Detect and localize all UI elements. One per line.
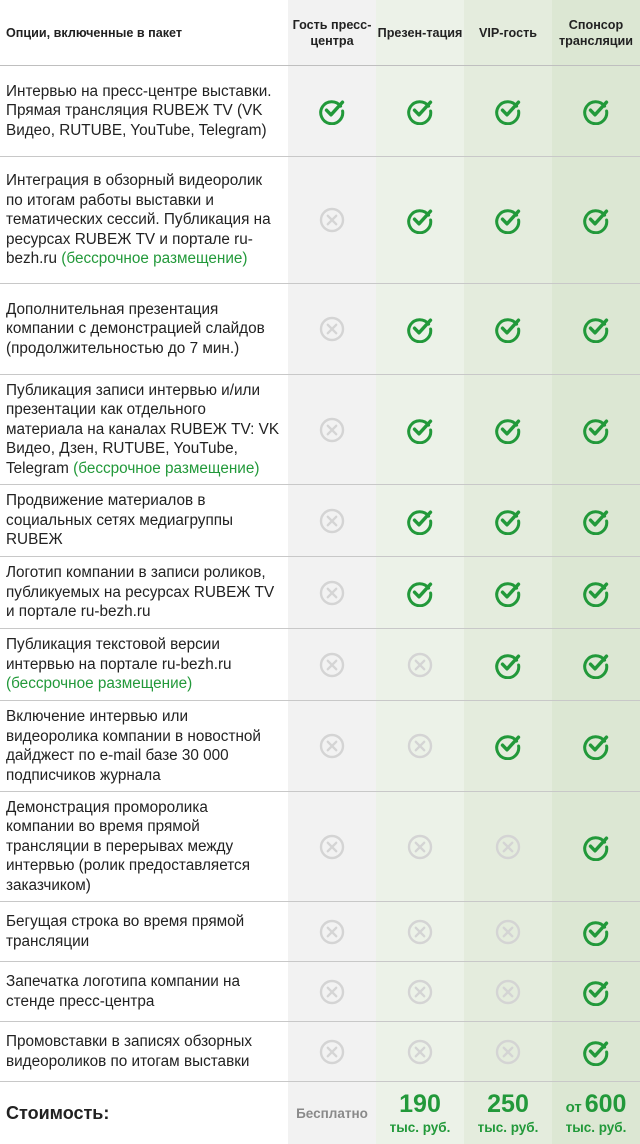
mark-cell — [288, 66, 376, 157]
option-cell — [0, 66, 288, 157]
mark-cell — [464, 902, 552, 962]
price-value: 600 — [584, 1089, 627, 1118]
option-cell — [0, 557, 288, 629]
option-cell — [0, 375, 288, 485]
mark-cell — [288, 284, 376, 375]
price-sponsor — [552, 1082, 640, 1144]
check-circle-icon — [582, 579, 610, 607]
check-circle-icon — [494, 315, 522, 343]
mark-cell — [376, 557, 464, 629]
mark-cell — [376, 902, 464, 962]
option-text: Продвижение материалов в социальных сетях медиагруппы RUBEЖ — [6, 492, 234, 549]
option-cell — [0, 157, 288, 284]
price-label: Стоимость: — [6, 1102, 110, 1123]
mark-cell — [552, 629, 640, 701]
mark-cell — [376, 284, 464, 375]
mark-cell — [464, 485, 552, 557]
check-circle-icon — [494, 507, 522, 535]
mark-cell — [376, 157, 464, 284]
check-circle-icon — [582, 416, 610, 444]
check-circle-icon — [582, 1038, 610, 1066]
check-circle-icon — [494, 651, 522, 679]
mark-cell — [552, 485, 640, 557]
mark-cell — [288, 962, 376, 1022]
price-prefix: от — [565, 1098, 582, 1116]
option-text: Публикация текстовой версии интервью на портале ru-bezh.ru — [6, 636, 232, 673]
check-circle-icon — [406, 416, 434, 444]
header-guest: Гость пресс-центра — [288, 0, 376, 66]
mark-cell — [288, 485, 376, 557]
mark-cell — [288, 902, 376, 962]
header-vip: VIP-гость — [464, 0, 552, 66]
mark-cell — [376, 485, 464, 557]
mark-cell — [464, 557, 552, 629]
x-circle-icon — [494, 978, 522, 1006]
check-circle-icon — [582, 833, 610, 861]
price-presentation — [376, 1082, 464, 1144]
check-circle-icon — [582, 315, 610, 343]
mark-cell — [552, 157, 640, 284]
check-circle-icon — [494, 732, 522, 760]
mark-cell — [288, 157, 376, 284]
x-circle-icon — [318, 833, 346, 861]
check-circle-icon — [582, 918, 610, 946]
x-circle-icon — [318, 1038, 346, 1066]
x-circle-icon — [494, 918, 522, 946]
x-circle-icon — [318, 732, 346, 760]
check-circle-icon — [582, 732, 610, 760]
mark-cell — [288, 792, 376, 902]
price-unit: тыс. руб. — [565, 1119, 627, 1135]
x-circle-icon — [318, 416, 346, 444]
x-circle-icon — [318, 978, 346, 1006]
option-text: Демонстрация проморолика компании во время прямой трансляции в перерывах между интервью (ролик предоставляется заказчиком) — [6, 798, 250, 894]
mark-cell — [464, 962, 552, 1022]
header-options: Опции, включенные в пакет — [0, 0, 288, 66]
option-text: Интервью на пресс-центре выставки. Прямая трансляция RUBEЖ TV (VK Видео, RUTUBE, YouTube, Telegram) — [6, 82, 272, 139]
mark-cell — [464, 66, 552, 157]
mark-cell — [552, 284, 640, 375]
header-presentation: Презен-тация — [376, 0, 464, 66]
x-circle-icon — [494, 1038, 522, 1066]
mark-cell — [288, 557, 376, 629]
x-circle-icon — [406, 978, 434, 1006]
check-circle-icon — [494, 206, 522, 234]
option-text: Интеграция в обзорный видеоролик по итогам работы выставки и тематических сессий. Публикация на ресурсах RUBEЖ TV и портале ru-bezh.ru — [6, 172, 271, 268]
check-circle-icon — [582, 651, 610, 679]
option-text: Промовставки в записях обзорных видеороликов по итогам выставки — [6, 1033, 253, 1070]
mark-cell — [464, 1022, 552, 1082]
mark-cell — [464, 701, 552, 792]
option-text: Включение интервью или видеоролика компании в новостной дайджест по e-mail базе 30 000 подписчиков журнала — [6, 708, 261, 784]
mark-cell — [552, 962, 640, 1022]
check-circle-icon — [582, 206, 610, 234]
mark-cell — [376, 962, 464, 1022]
mark-cell — [376, 629, 464, 701]
price-unit: тыс. руб. — [477, 1119, 539, 1135]
mark-cell — [376, 792, 464, 902]
option-text: Публикация записи интервью и/или презентации как отдельного материала на каналах RUBEЖ TV: VK Видео, Дзен, RUTUBE, YouTube, Telegram — [6, 381, 280, 477]
check-circle-icon — [582, 97, 610, 125]
mark-cell — [464, 792, 552, 902]
check-circle-icon — [406, 206, 434, 234]
price-free: Бесплатно — [296, 1105, 368, 1121]
mark-cell — [376, 375, 464, 485]
x-circle-icon — [318, 206, 346, 234]
price-guest — [288, 1082, 376, 1144]
mark-cell — [288, 1022, 376, 1082]
mark-cell — [552, 66, 640, 157]
option-note: (бессрочное размещение) — [6, 675, 193, 693]
price-vip — [464, 1082, 552, 1144]
option-note: (бессрочное размещение) — [61, 250, 248, 268]
mark-cell — [288, 375, 376, 485]
price-topline — [565, 1089, 627, 1118]
x-circle-icon — [406, 1038, 434, 1066]
check-circle-icon — [406, 97, 434, 125]
mark-cell — [376, 1022, 464, 1082]
x-circle-icon — [318, 579, 346, 607]
option-cell — [0, 1022, 288, 1082]
mark-cell — [552, 557, 640, 629]
check-circle-icon — [406, 507, 434, 535]
option-cell — [0, 629, 288, 701]
mark-cell — [552, 902, 640, 962]
mark-cell — [376, 66, 464, 157]
x-circle-icon — [406, 732, 434, 760]
mark-cell — [552, 701, 640, 792]
header-sponsor: Спонсор трансляции — [552, 0, 640, 66]
x-circle-icon — [406, 651, 434, 679]
option-text: Бегущая строка во время прямой трансляции — [6, 913, 245, 950]
mark-cell — [288, 701, 376, 792]
mark-cell — [464, 157, 552, 284]
mark-cell — [376, 701, 464, 792]
check-circle-icon — [494, 579, 522, 607]
option-text: Дополнительная презентация компании с демонстрацией слайдов (продолжительностью до 7 мин.) — [6, 300, 265, 357]
option-cell — [0, 962, 288, 1022]
option-text: Логотип компании в записи роликов, публикуемых на ресурсах RUBEЖ TV и портале ru-bezh.ru — [6, 564, 275, 621]
x-circle-icon — [318, 651, 346, 679]
check-circle-icon — [494, 416, 522, 444]
check-circle-icon — [406, 579, 434, 607]
check-circle-icon — [582, 978, 610, 1006]
check-circle-icon — [318, 97, 346, 125]
x-circle-icon — [494, 833, 522, 861]
check-circle-icon — [582, 507, 610, 535]
mark-cell — [464, 284, 552, 375]
mark-cell — [464, 375, 552, 485]
option-cell — [0, 284, 288, 375]
x-circle-icon — [318, 315, 346, 343]
option-cell — [0, 485, 288, 557]
mark-cell — [464, 629, 552, 701]
option-note: (бессрочное размещение) — [73, 459, 260, 477]
check-circle-icon — [494, 97, 522, 125]
price-value: 250 — [487, 1089, 529, 1118]
option-cell — [0, 792, 288, 902]
mark-cell — [552, 792, 640, 902]
x-circle-icon — [318, 507, 346, 535]
mark-cell — [552, 375, 640, 485]
option-cell — [0, 701, 288, 792]
option-cell — [0, 902, 288, 962]
price-value: 190 — [399, 1089, 441, 1118]
mark-cell — [552, 1022, 640, 1082]
x-circle-icon — [406, 833, 434, 861]
price-unit: тыс. руб. — [389, 1119, 451, 1135]
x-circle-icon — [318, 918, 346, 946]
x-circle-icon — [406, 918, 434, 946]
check-circle-icon — [406, 315, 434, 343]
mark-cell — [288, 629, 376, 701]
option-text: Запечатка логотипа компании на стенде пресс-центра — [6, 973, 240, 1010]
